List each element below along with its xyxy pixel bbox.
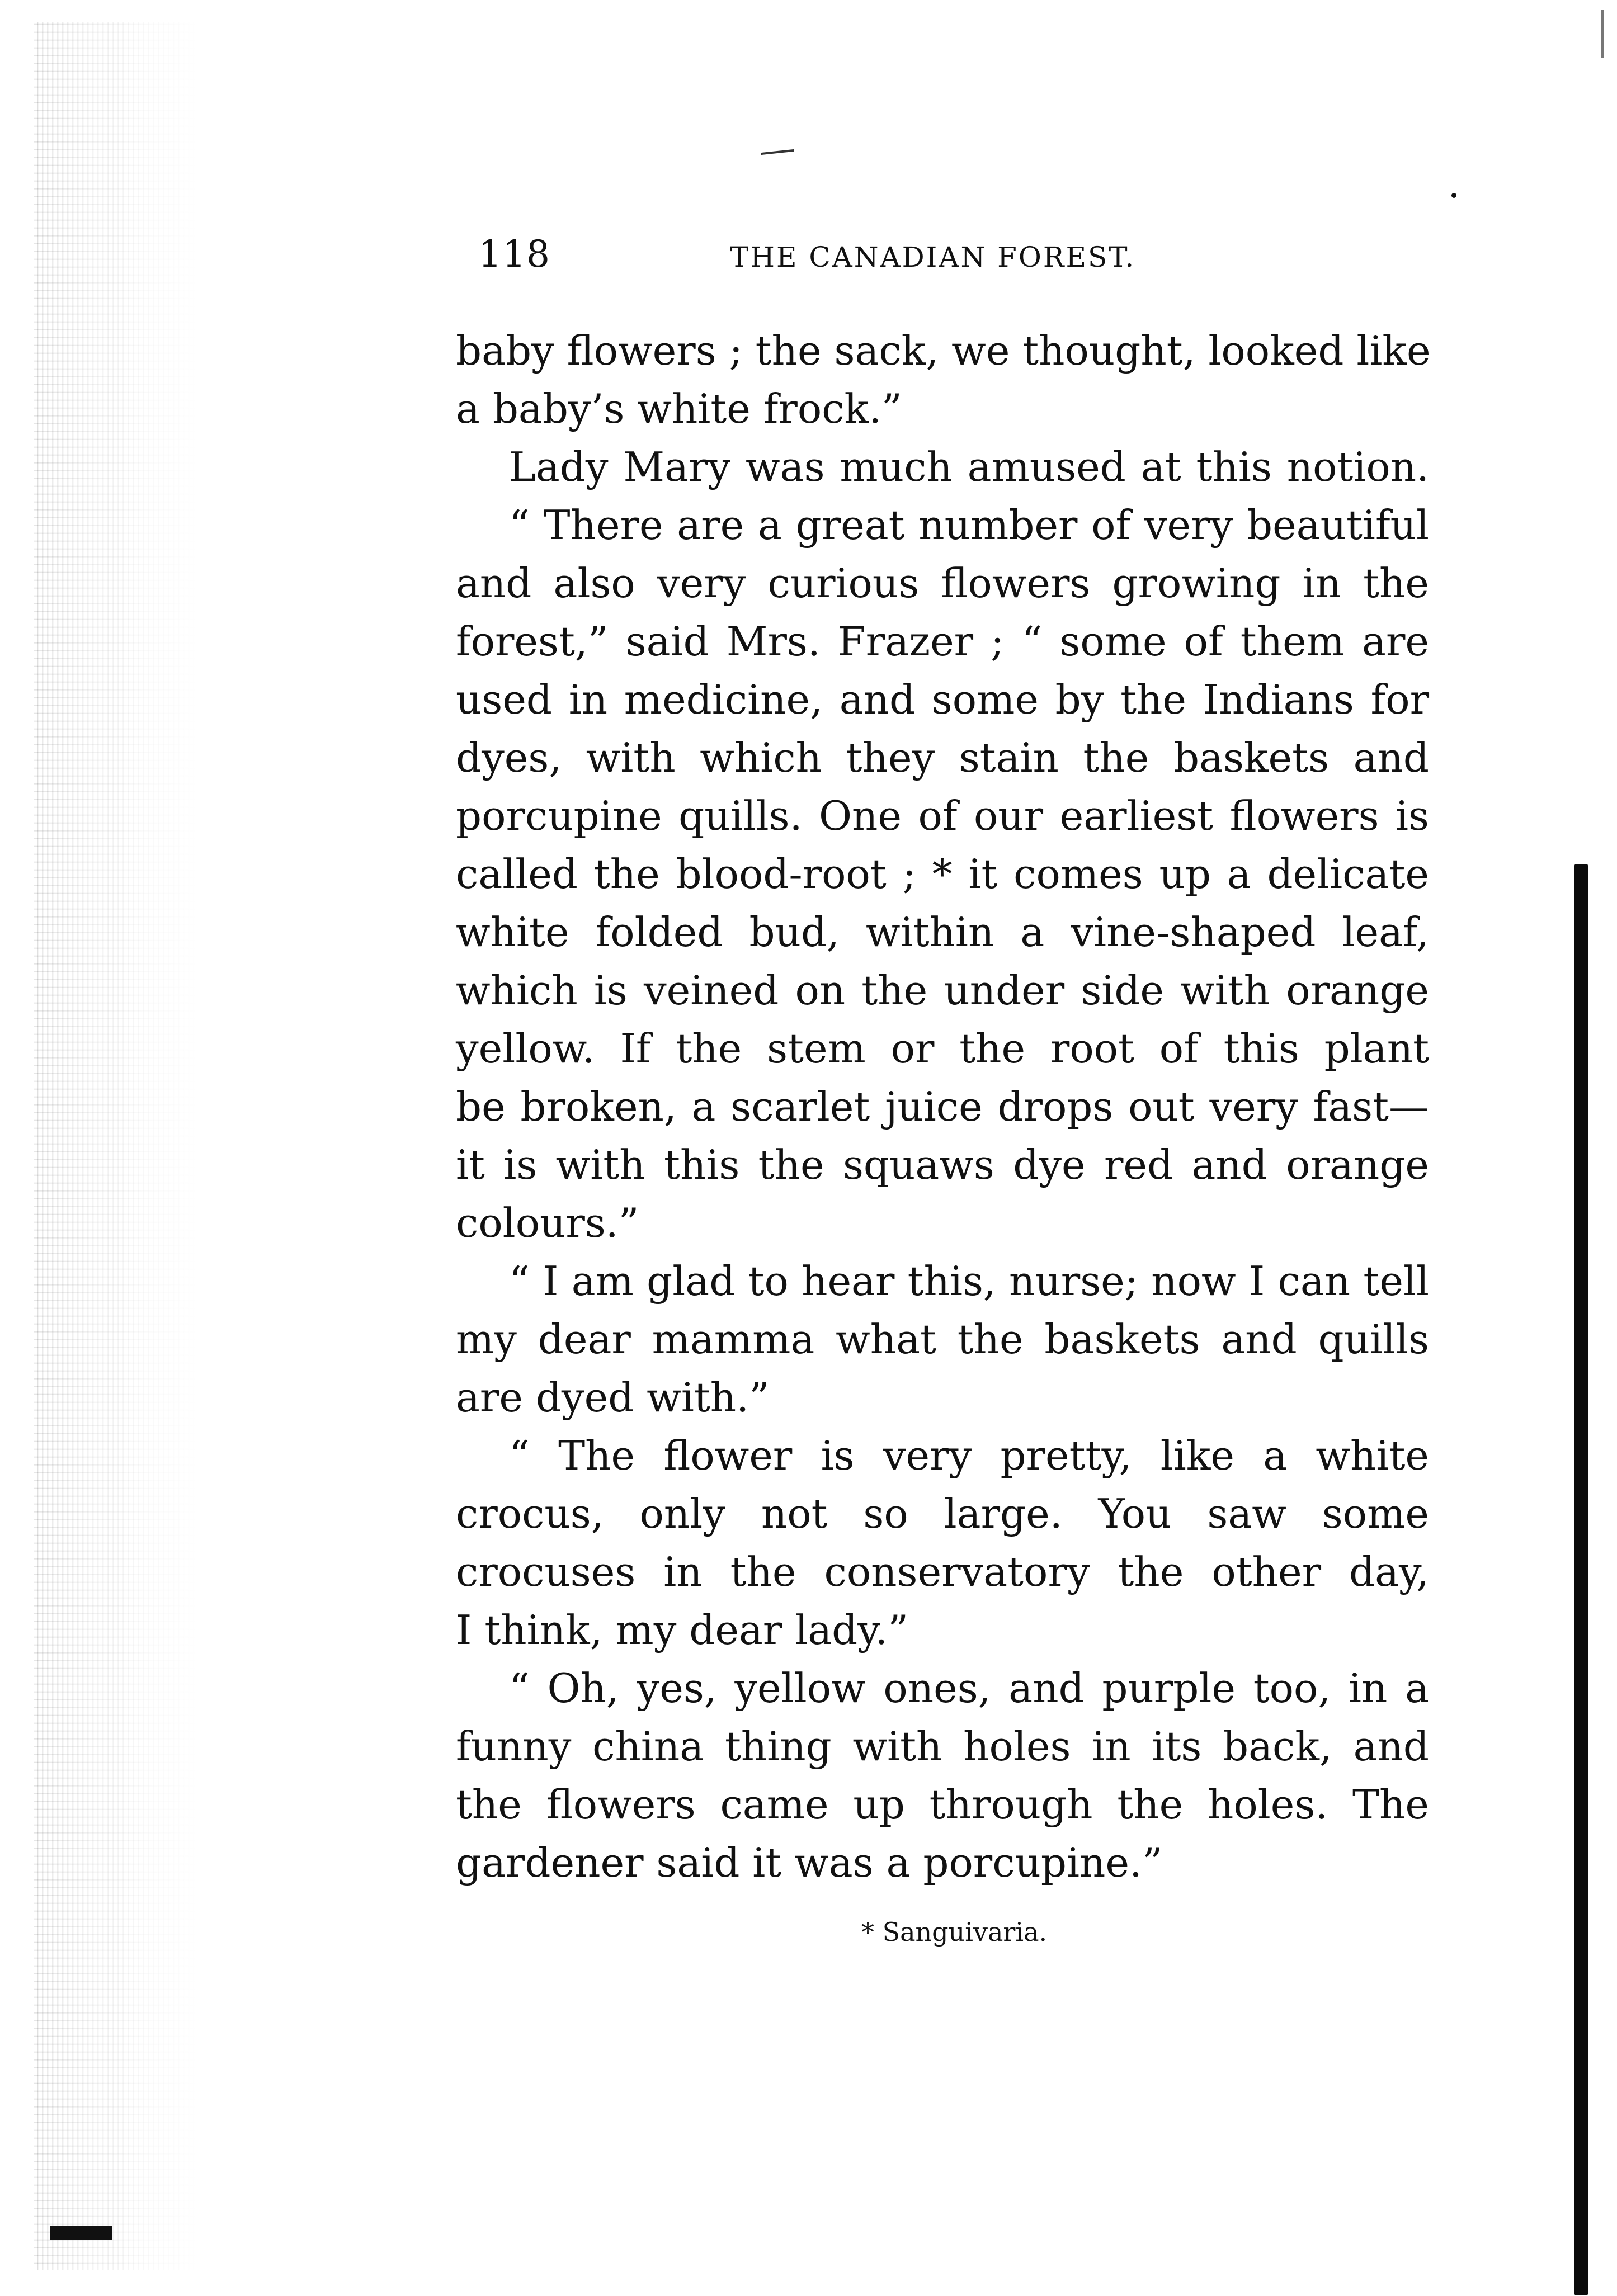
text-line: called the blood-root ; * it comes up a delicate [456,851,1429,897]
text-line: are dyed with.” [456,1374,770,1421]
text-line: the flowers came up through the holes. The [456,1781,1429,1828]
text-line: which is veined on the under side with orange [456,967,1429,1014]
stray-dot [1451,193,1456,198]
binding-mark [50,2226,112,2240]
footnote: * Sanguivaria. [861,1917,1048,1947]
text-line: crocuses in the conservatory the other day, [456,1548,1429,1595]
running-header [478,232,1217,277]
page-edge-tick [1601,10,1604,58]
text-line: be broken, a scarlet juice drops out very fast— [456,1083,1429,1130]
page-number: 118 [478,233,550,276]
text-line: “ There are a great number of very beautiful [509,502,1429,549]
text-line: funny china thing with holes in its back, and [456,1723,1429,1770]
text-line: crocus, only not so large. You saw some [456,1490,1429,1537]
text-line: used in medicine, and some by the Indians for [456,676,1429,723]
text-line: my dear mamma what the baskets and quills [456,1316,1429,1363]
text-line: white folded bud, within a vine-shaped leaf, [456,909,1429,956]
text-line: I think, my dear lady.” [456,1607,909,1654]
text-line: gardener said it was a porcupine.” [456,1839,1163,1886]
text-line: baby flowers ; the sack, we thought, looked like [456,327,1431,374]
text-line: it is with this the squaws dye red and orange [456,1141,1429,1188]
text-line: dyes, with which they stain the baskets and [456,734,1429,781]
text-line: colours.” [456,1199,639,1246]
stray-mark [761,149,794,155]
text-line: a baby’s white frock.” [456,385,902,432]
text-line: “ Oh, yes, yellow ones, and purple too, in a [509,1665,1429,1712]
body-text [456,322,1429,1892]
binding-gutter-shadow [34,22,201,2270]
text-line: “ I am glad to hear this, nurse; now I can tell [509,1258,1429,1305]
page-edge-bar [1574,864,1588,2295]
running-title: THE CANADIAN FOREST. [730,241,1136,273]
text-line: “ The flower is very pretty, like a white [509,1432,1429,1479]
text-line: yellow. If the stem or the root of this plant [456,1025,1429,1072]
text-line: and also very curious flowers growing in the [456,560,1429,607]
text-line: Lady Mary was much amused at this notion. [509,443,1429,490]
text-line: forest,” said Mrs. Frazer ; “ some of them are [456,618,1429,665]
text-line: porcupine quills. One of our earliest flowers is [456,792,1429,839]
